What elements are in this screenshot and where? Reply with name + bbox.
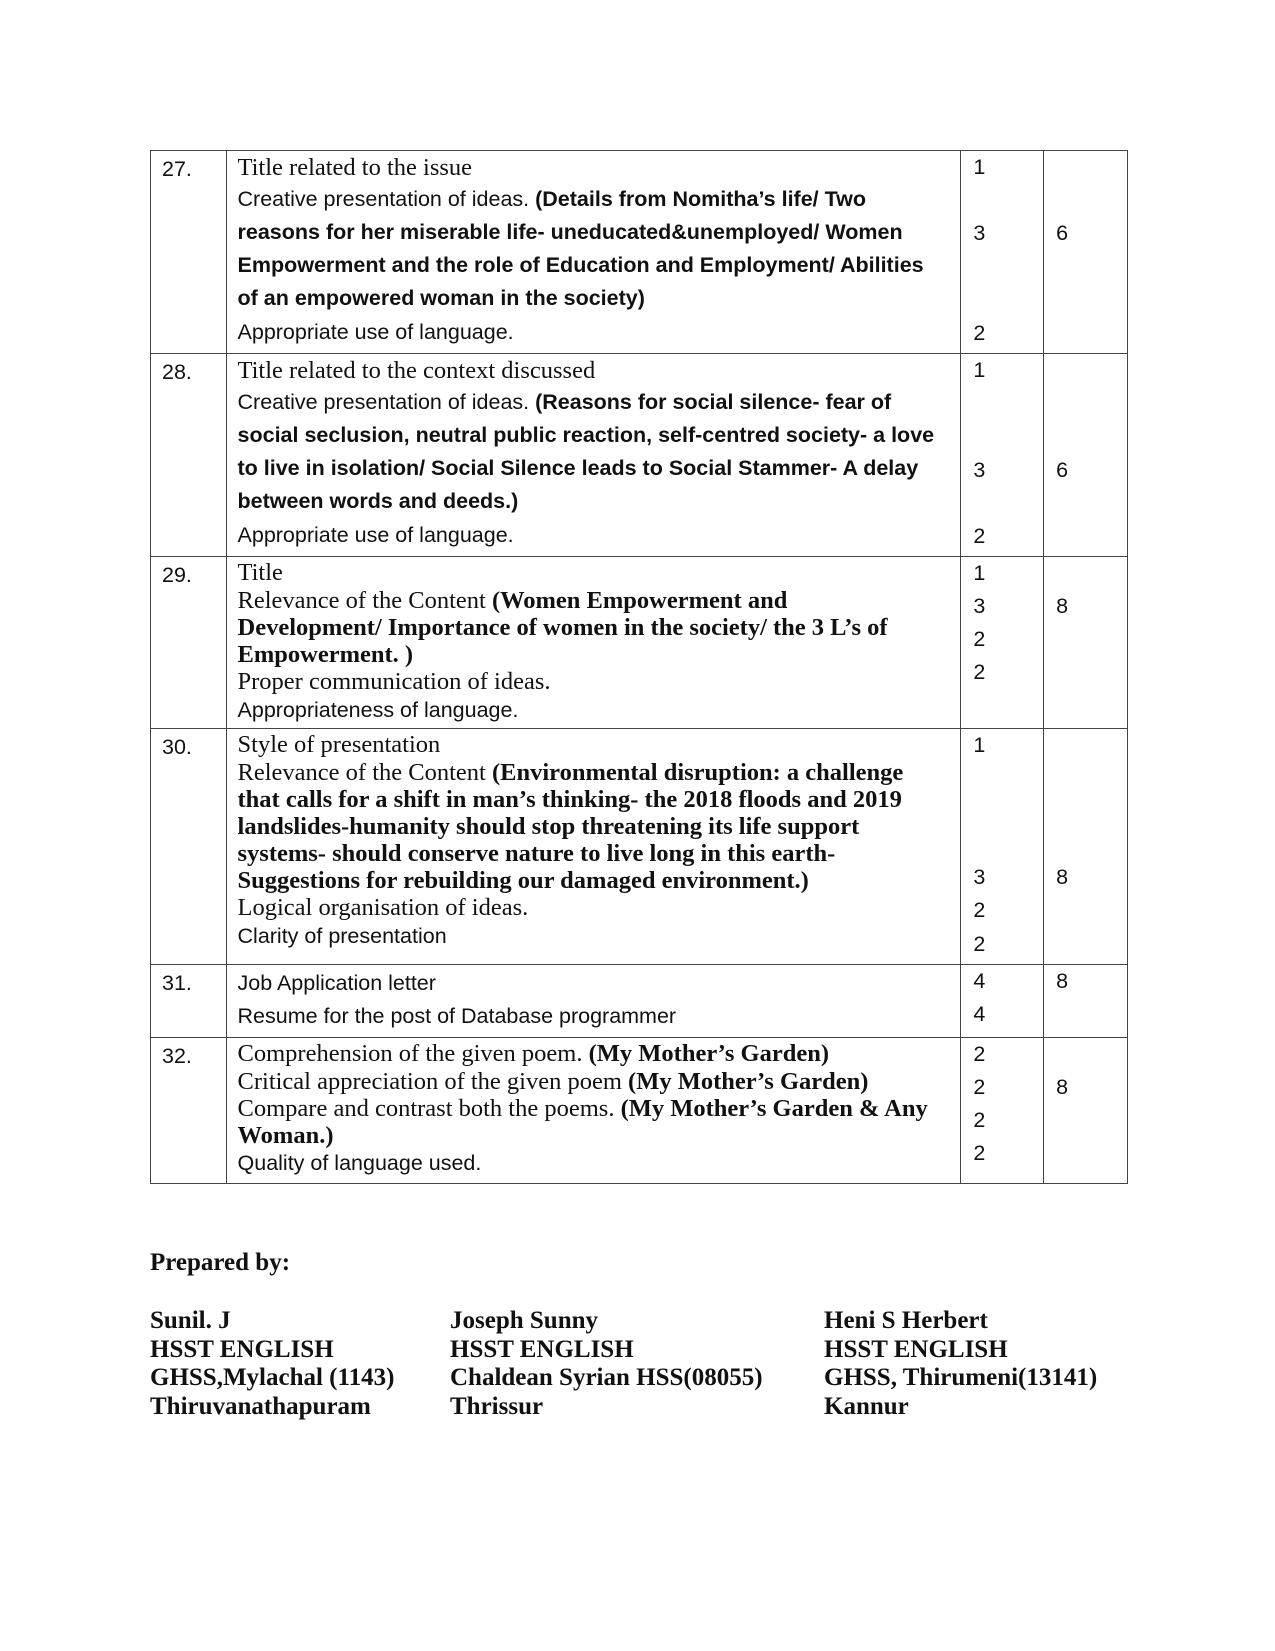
total-marks: 8 xyxy=(1056,1075,1069,1099)
question-number: 27. xyxy=(162,157,192,181)
total-marks: 6 xyxy=(1056,221,1069,245)
criteria-line: Resume for the post of Database programmer xyxy=(237,1004,677,1028)
author-name: Heni S Herbert xyxy=(824,1307,988,1334)
criteria-line: Title related to the context discussed xyxy=(237,357,596,384)
mark-value: 2 xyxy=(973,660,986,684)
author-school: GHSS, Thirumeni(13141) xyxy=(824,1364,1098,1391)
total-marks: 6 xyxy=(1056,458,1069,482)
mark-value: 1 xyxy=(973,561,986,585)
mark-value: 2 xyxy=(973,1108,986,1132)
criteria-line: to live in isolation/ Social Silence leads to Social Stammer- A delay xyxy=(237,456,919,480)
criteria-line: Appropriate use of language. xyxy=(237,320,514,344)
question-number: 30. xyxy=(162,735,192,759)
question-criteria xyxy=(227,354,961,556)
author-district: Thiruvanathapuram xyxy=(150,1392,371,1420)
question-number: 28. xyxy=(162,360,192,384)
author-block xyxy=(824,1307,1097,1421)
mark-value: 2 xyxy=(973,932,986,956)
criteria-line: Relevance of the Content (Environmental disruption: a challenge xyxy=(237,759,904,786)
mark-value: 3 xyxy=(973,221,986,245)
table-row xyxy=(151,729,1128,965)
criteria-line: Proper communication of ideas. xyxy=(237,668,551,695)
criteria-line: Appropriateness of language. xyxy=(237,698,519,722)
author-block xyxy=(450,1307,763,1421)
mark-value: 1 xyxy=(973,733,986,757)
author-district: Thrissur xyxy=(450,1392,544,1420)
question-number: 31. xyxy=(162,971,192,995)
mark-value: 2 xyxy=(973,627,986,651)
criteria-line: Appropriate use of language. xyxy=(237,523,514,547)
criteria-line: Style of presentation xyxy=(237,731,441,758)
criteria-line: Clarity of presentation xyxy=(237,924,447,948)
marking-scheme-table xyxy=(150,150,1128,1184)
criteria-line: Title related to the issue xyxy=(237,154,473,181)
criteria-line: Logical organisation of ideas. xyxy=(237,894,529,921)
mark-value: 2 xyxy=(973,524,986,548)
question-criteria xyxy=(227,729,961,954)
mark-value: 2 xyxy=(973,1075,986,1099)
table-row xyxy=(151,1038,1128,1184)
criteria-line: Job Application letter xyxy=(237,971,436,995)
author-school: GHSS,Mylachal (1143) xyxy=(150,1364,395,1391)
total-marks: 8 xyxy=(1056,865,1069,889)
question-number: 29. xyxy=(162,563,192,587)
criteria-line: Comprehension of the given poem. (My Mother’s Garden) xyxy=(237,1040,830,1067)
criteria-line: between words and deeds.) xyxy=(237,489,519,513)
author-block xyxy=(150,1307,394,1421)
question-number: 32. xyxy=(162,1044,192,1068)
mark-value: 2 xyxy=(973,898,986,922)
criteria-line: that calls for a shift in man’s thinking- the 2018 floods and 2019 xyxy=(237,786,902,813)
criteria-line: Creative presentation of ideas. (Details from Nomitha’s life/ Two xyxy=(237,187,867,211)
criteria-line: social seclusion, neutral public reaction, self-centred society- a love xyxy=(237,423,935,447)
mark-value: 4 xyxy=(973,969,986,993)
table-row xyxy=(151,354,1128,557)
question-criteria xyxy=(227,151,961,353)
mark-value: 3 xyxy=(973,458,986,482)
author-designation: HSST ENGLISH xyxy=(824,1335,1008,1363)
criteria-line: Critical appreciation of the given poem (My Mother’s Garden) xyxy=(237,1068,869,1095)
author-name: Joseph Sunny xyxy=(450,1307,598,1334)
criteria-line: reasons for her miserable life- uneducated&unemployed/ Women xyxy=(237,220,903,244)
mark-value: 3 xyxy=(973,594,986,618)
criteria-line: Suggestions for rebuilding our damaged environment.) xyxy=(237,867,809,894)
author-name: Sunil. J xyxy=(150,1307,231,1334)
criteria-line: Creative presentation of ideas. (Reasons for social silence- fear of xyxy=(237,390,892,414)
question-criteria xyxy=(227,557,961,728)
question-criteria xyxy=(227,965,961,1037)
criteria-line: Quality of language used. xyxy=(237,1151,482,1175)
criteria-line: Empowerment. ) xyxy=(237,641,414,668)
criteria-line: Development/ Importance of women in the society/ the 3 L’s of xyxy=(237,614,888,641)
author-district: Kannur xyxy=(824,1392,909,1420)
mark-value: 2 xyxy=(973,1042,986,1066)
mark-value: 1 xyxy=(973,358,986,382)
mark-value: 1 xyxy=(973,155,986,179)
table-row xyxy=(151,151,1128,354)
total-marks: 8 xyxy=(1056,969,1069,993)
table-row xyxy=(151,557,1128,729)
mark-value: 2 xyxy=(973,1141,986,1165)
criteria-line: Relevance of the Content (Women Empowerment and xyxy=(237,587,788,614)
criteria-line: Woman.) xyxy=(237,1122,334,1149)
table-row xyxy=(151,965,1128,1038)
prepared-by-heading: Prepared by: xyxy=(150,1249,291,1276)
criteria-line: landslides-humanity should stop threatening its life support xyxy=(237,813,860,840)
mark-value: 2 xyxy=(973,321,986,345)
total-marks: 8 xyxy=(1056,594,1069,618)
criteria-line: Title xyxy=(237,559,283,586)
author-designation: HSST ENGLISH xyxy=(150,1335,334,1363)
author-school: Chaldean Syrian HSS(08055) xyxy=(450,1364,763,1391)
mark-value: 3 xyxy=(973,865,986,889)
question-criteria xyxy=(227,1038,961,1181)
criteria-line: Compare and contrast both the poems. (My Mother’s Garden & Any xyxy=(237,1095,928,1122)
criteria-line: systems- should conserve nature to live long in this earth- xyxy=(237,840,836,867)
author-designation: HSST ENGLISH xyxy=(450,1335,634,1363)
criteria-line: Empowerment and the role of Education and Employment/ Abilities xyxy=(237,253,924,277)
criteria-line: of an empowered woman in the society) xyxy=(237,286,645,310)
mark-value: 4 xyxy=(973,1002,986,1026)
